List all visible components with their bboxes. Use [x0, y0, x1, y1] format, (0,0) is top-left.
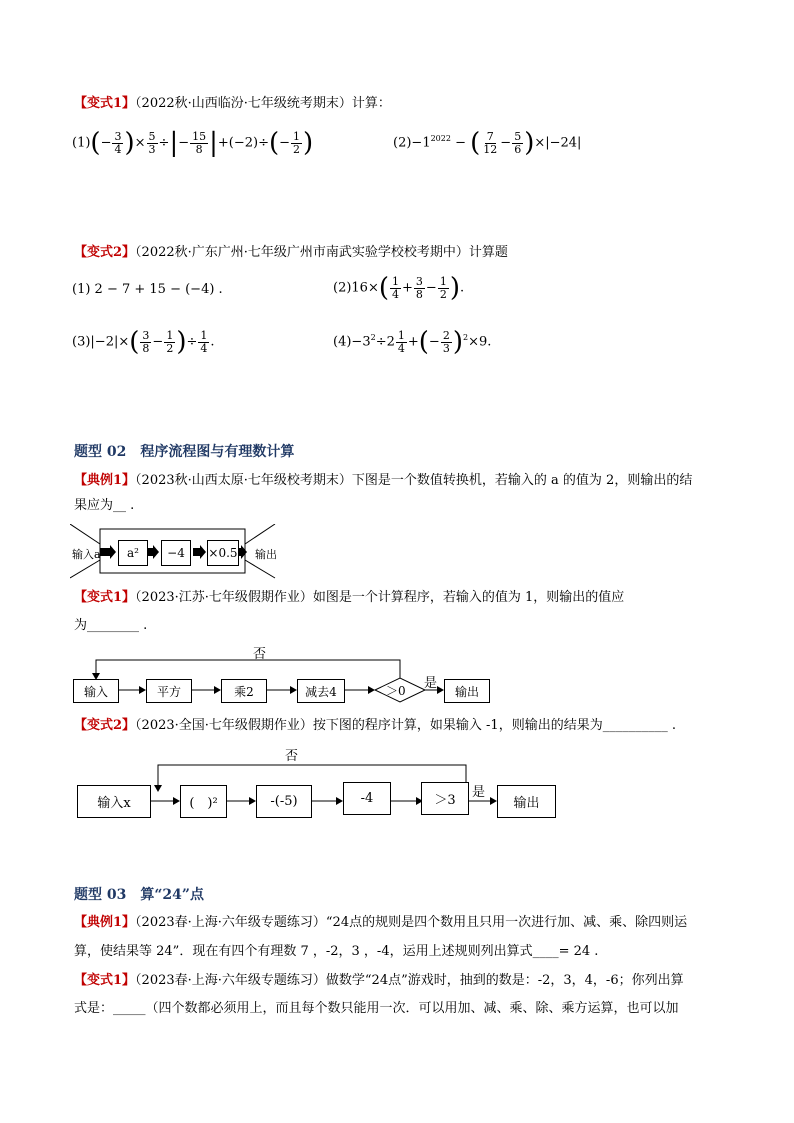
problem-1-1: (1)(− $\frac{3}{4}$ )× $\frac{5}{3}$ ÷|− $\frac{15}{8}$ |+(−2)÷(− $\frac{1}{2}$ )	[72, 128, 314, 158]
flow2-input-box: 输入x	[77, 785, 151, 818]
flow2-no-label: 否	[285, 749, 299, 764]
section-title: 题型 02 程序流程图与有理数计算	[74, 444, 295, 460]
machine-box-minus4: −4	[161, 540, 191, 566]
machine-box-square: a²	[118, 540, 148, 566]
flow1-multiply-box: 乘2	[221, 679, 267, 703]
variant-source: （2022秋·山西临汾·七年级统考期末）计算：	[135, 96, 391, 111]
machine-input: 输入a	[72, 548, 101, 561]
variant2-header	[74, 244, 508, 262]
variant-tag: 【变式1】	[74, 96, 136, 111]
flow1-square-box: 平方	[146, 679, 192, 703]
flow1-output-box: 输出	[444, 679, 490, 703]
variant-tag: 【变式2】	[74, 245, 136, 260]
variant1-text-line2: 式是：_____（四个数都必须用上，而且每个数只能用一次．可以用加、减、乘、除、乘方运算，也可以加	[74, 1001, 679, 1016]
flow1-no-label: 否	[253, 647, 267, 662]
problem-2-2: (2)16×( $\frac{1}{4}$ + $\frac{3}{8}$ − $\frac{1}{2}$ ).	[333, 273, 465, 303]
machine-box-times: ×0.5	[207, 540, 239, 566]
flow1-input-box: 输入	[73, 679, 119, 703]
variant2-header: 【变式2】（2023·全国·七年级假期作业）按下图的程序计算，如果输入 -1，则输出的结果为__________ .	[74, 718, 676, 733]
flow2-yes-label: 是	[472, 785, 486, 800]
problem-2-3: (3)|−2|×( $\frac{3}{8}$ − $\frac{1}{2}$ )÷ $\frac{1}{4}$ .	[72, 327, 215, 357]
problem-2-1: (1) 2 − 7 + 15 − (−4) .	[72, 282, 223, 297]
flow1-yes-label: 是	[424, 676, 438, 691]
variant1-header	[74, 95, 391, 113]
flow2-minus4-box: -4	[343, 782, 391, 815]
problem-2-4: $(4)-3^2\div 2$ $\frac{1}{4}$ +(− $\frac{2}{3}$ )$^2$×9.	[333, 327, 492, 357]
problem-1-2: $(2)-1^{2022}$ − ( $\frac{7}{12}$ − $\frac{5}{6}$ )×|−24|	[393, 128, 582, 158]
flow2-negate-box: -(-5)	[256, 785, 312, 818]
example-text-line2: 算，使结果等 24”．现在有四个有理数 7 ，-2，3 ，-4，运用上述规则列出算式____= 24 .	[74, 944, 599, 959]
section-title: 题型 03 算“24”点	[74, 887, 204, 903]
flow1-subtract-box: 减去4	[297, 679, 345, 703]
flow2-condition-box: ＞3	[421, 782, 469, 815]
example-header: 【典例1】（2023秋·山西太原·七年级校考期末）下图是一个数值转换机，若输入的 a 的值为 2，则输出的结	[74, 473, 693, 488]
variant1-header: 【变式1】（2023·江苏·七年级假期作业）如图是一个计算程序，若输入的值为 1，则输出的值应	[74, 590, 625, 605]
example-text-line2: 果应为__ .	[74, 498, 135, 513]
flow2-square-box: ( )²	[180, 785, 227, 818]
variant1-header: 【变式1】（2023春·上海·六年级专题练习）做数学“24点”游戏时，抽到的数是：-2，3，4，-6；你列出算	[74, 973, 684, 988]
variant-source: （2022秋·广东广州·七年级广州市南武实验学校校考期中）计算题	[135, 245, 508, 260]
flow2-output-box: 输出	[497, 785, 556, 818]
machine-output: 输出	[255, 548, 277, 561]
example-header: 【典例1】（2023春·上海·六年级专题练习）“24点的规则是四个数用且只用一次进行加、减、乘、除四则运	[74, 915, 688, 930]
flow1-condition: ＞0	[386, 684, 406, 698]
variant1-text-line2: 为________ .	[74, 618, 148, 633]
